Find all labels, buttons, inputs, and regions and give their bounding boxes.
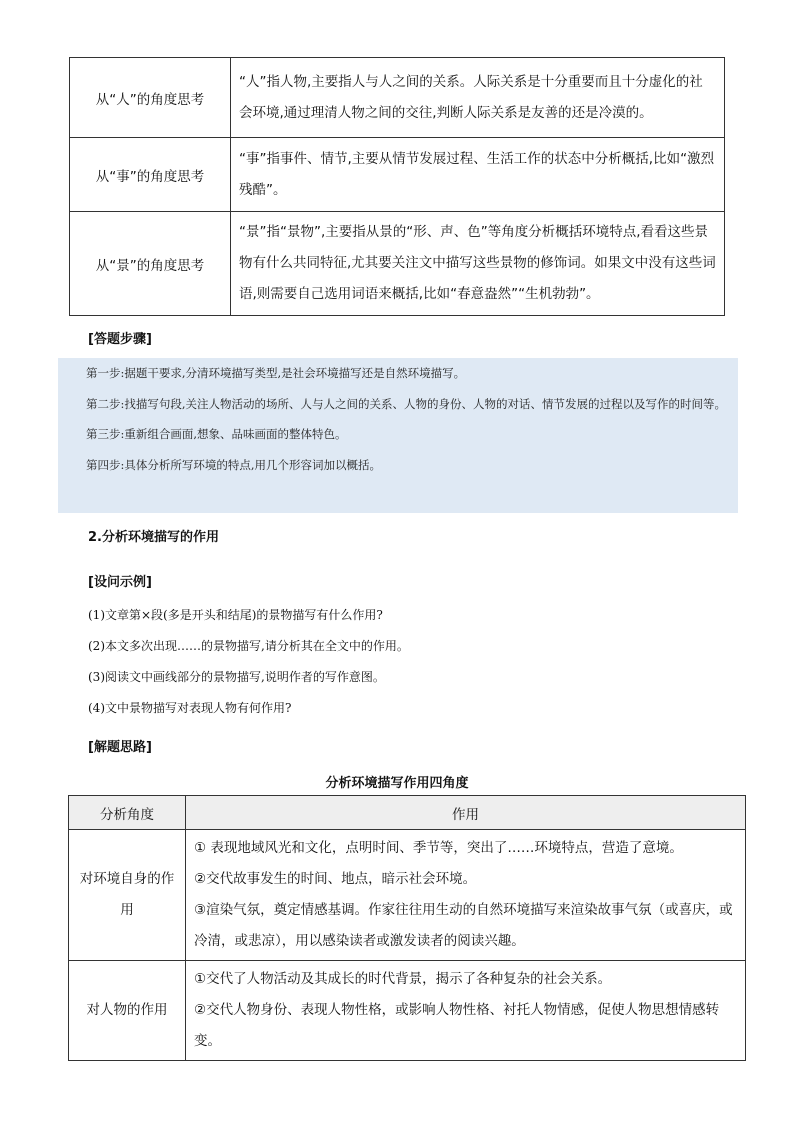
angle-event-desc: “事”指事件、情节,主要从情节发展过程、生活工作的状态中分析概括,比如“激烈残酷”。 — [231, 138, 725, 212]
angle-scene-desc: “景”指“景物”,主要指从景的“形、声、色”等角度分析概括环境特点,看看这些景物有什么共同特征,尤其要关注文中描写这些景物的修饰词。如果文中没有这些词语,则需要自己选用词语来概括,比如“春意盎然”“生机勃勃”。 — [231, 212, 725, 316]
steps-heading: [答题步骤] — [88, 332, 152, 347]
angle-person-desc: “人”指人物,主要指人与人之间的关系。人际关系是十分重要而且十分虚化的社会环境,通过理清人物之间的交往,判断人际关系是友善的还是冷漠的。 — [231, 58, 725, 138]
step-4: 第四步:具体分析所写环境的特点,用几个形容词加以概括。 — [86, 458, 382, 472]
example-3: (3)阅读文中画线部分的景物描写,说明作者的写作意图。 — [88, 670, 385, 684]
step-1: 第一步:据题干要求,分清环境描写类型,是社会环境描写还是自然环境描写。 — [86, 366, 466, 380]
table-row — [70, 138, 725, 212]
examples-heading: [设问示例] — [88, 575, 152, 590]
table-caption: 分析环境描写作用四角度 — [325, 776, 469, 791]
row-content-character — [186, 961, 746, 1061]
column-header-function: 作用 — [186, 796, 746, 830]
table-row — [69, 961, 746, 1061]
example-1: (1)文章第×段(多是开头和结尾)的景物描写有什么作用? — [88, 608, 383, 622]
function-item: ③渲染气氛，奠定情感基调。作家往往用生动的自然环境描写来渲染故事气氛（或喜庆，或冷清，或悲凉），用以感染读者或激发读者的阅读兴趣。 — [194, 902, 733, 949]
table-row — [70, 212, 725, 316]
functions-table — [68, 795, 746, 1061]
row-label-character: 对人物的作用 — [69, 961, 186, 1061]
angle-person-label: 从“人”的角度思考 — [70, 58, 231, 138]
table-row — [69, 830, 746, 961]
function-item: ① 表现地域风光和文化，点明时间、季节等，突出了……环境特点，营造了意境。 — [194, 840, 683, 856]
angle-event-label: 从“事”的角度思考 — [70, 138, 231, 212]
approach-heading: [解题思路] — [88, 740, 152, 755]
thinking-angles-table — [69, 57, 725, 316]
row-label-environment: 对环境自身的作用 — [69, 830, 186, 961]
steps-block — [58, 358, 738, 513]
column-header-angle: 分析角度 — [69, 796, 186, 830]
function-item: ①交代了人物活动及其成长的时代背景，揭示了各种复杂的社会关系。 — [194, 971, 612, 987]
example-4: (4)文中景物描写对表现人物有何作用? — [88, 701, 292, 715]
section-title: 2.分析环境描写的作用 — [88, 530, 219, 545]
example-2: (2)本文多次出现……的景物描写,请分析其在全文中的作用。 — [88, 639, 409, 653]
function-item: ②交代故事发生的时间、地点，暗示社会环境。 — [194, 871, 477, 887]
table-row — [70, 58, 725, 138]
step-3: 第三步:重新组合画面,想象、品味画面的整体特色。 — [86, 427, 347, 441]
table-header-row — [69, 796, 746, 830]
row-content-environment — [186, 830, 746, 961]
step-2: 第二步:找描写句段,关注人物活动的场所、人与人之间的关系、人物的身份、人物的对话、情节发展的过程以及写作的时间等。 — [86, 397, 727, 411]
angle-scene-label: 从“景”的角度思考 — [70, 212, 231, 316]
function-item: ②交代人物身份、表现人物性格，或影响人物性格、衬托人物情感，促使人物思想情感转变。 — [194, 1002, 720, 1049]
